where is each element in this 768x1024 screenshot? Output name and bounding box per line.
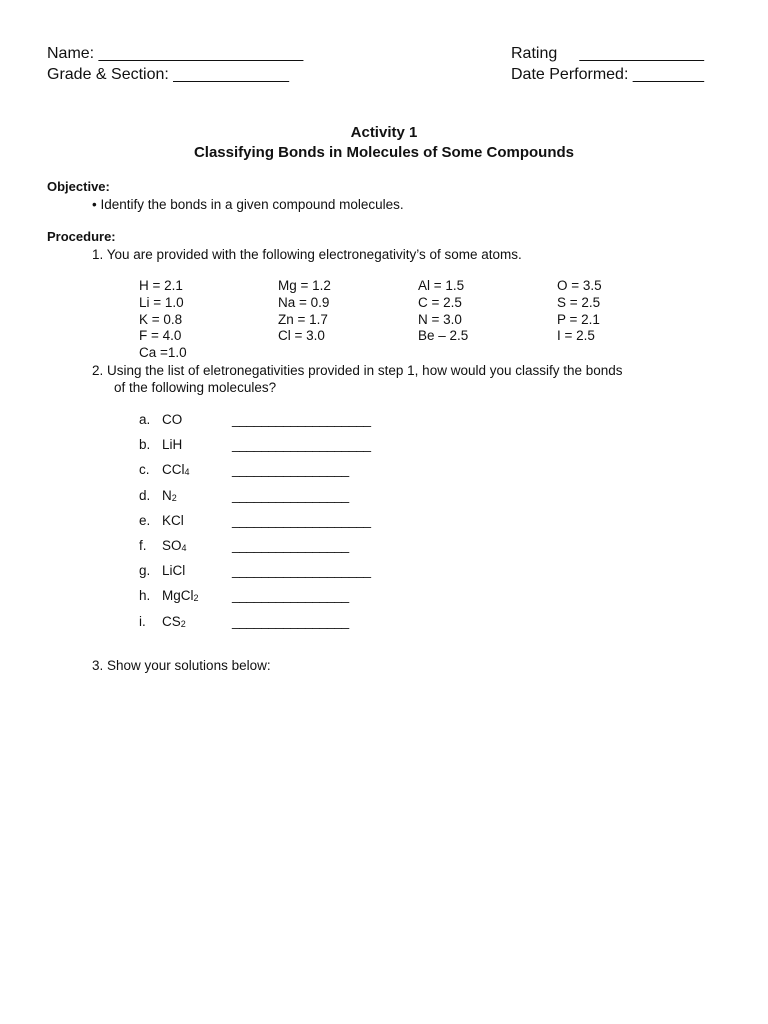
molecule-letter: h.	[139, 588, 151, 604]
molecule-letter: f.	[139, 537, 147, 553]
molecule-item	[139, 411, 439, 436]
procedure-step-3: 3. Show your solutions below:	[92, 658, 271, 673]
answer-blank[interactable]: ________________	[232, 537, 349, 553]
electronegativity-value: Na = 0.9	[278, 294, 330, 310]
answer-blank[interactable]: ___________________	[232, 437, 371, 453]
molecule-item	[139, 487, 439, 512]
formula-base: N	[162, 487, 172, 503]
answer-blank[interactable]: ________________	[232, 462, 349, 478]
molecule-letter: i.	[139, 613, 146, 629]
electronegativity-value: H = 2.1	[139, 278, 183, 293]
formula-subscript: 2	[171, 492, 177, 503]
formula-base: CCl	[162, 462, 185, 478]
formula-base: LiCl	[162, 563, 186, 579]
molecule-formula	[162, 537, 187, 555]
procedure-step-2-line-1: 2. Using the list of eletronegativities provided in step 1, how would you classify the bonds	[92, 363, 623, 378]
electronegativity-value: K = 0.8	[139, 311, 183, 327]
electronegativity-value: Li = 1.0	[139, 294, 184, 310]
electronegativity-value: N = 3.0	[418, 311, 462, 327]
formula-subscript: 4	[184, 467, 190, 478]
formula-base: MgCl	[162, 588, 194, 604]
electronegativity-value: Cl = 3.0	[278, 328, 325, 344]
molecule-formula	[162, 436, 182, 454]
answer-blank[interactable]: ________________	[232, 588, 349, 604]
electronegativity-value: S = 2.5	[557, 294, 601, 310]
molecule-item	[139, 436, 439, 461]
electronegativity-value: Mg = 1.2	[278, 278, 331, 293]
procedure-step-1: 1. You are provided with the following electronegativity’s of some atoms.	[92, 247, 522, 262]
molecule-item	[139, 613, 439, 638]
electronegativity-value: I = 2.5	[557, 328, 595, 344]
electronegativity-value: Ca =1.0	[139, 345, 187, 361]
formula-subscript: 2	[193, 593, 199, 604]
answer-blank[interactable]: ___________________	[232, 512, 371, 528]
molecule-formula	[162, 562, 185, 580]
molecule-letter: c.	[139, 462, 150, 478]
electronegativity-value: C = 2.5	[418, 294, 462, 310]
electronegativity-value: Al = 1.5	[418, 278, 465, 293]
formula-base: LiH	[162, 437, 183, 453]
activity-subtitle: Classifying Bonds in Molecules of Some Compounds	[193, 144, 575, 161]
formula-base: CO	[162, 412, 183, 427]
procedure-heading: Procedure:	[47, 229, 116, 244]
formula-base: SO	[162, 537, 182, 553]
rating-field[interactable]: Rating ______________	[511, 45, 705, 62]
molecule-formula	[162, 487, 177, 505]
electronegativity-value: O = 3.5	[557, 278, 602, 293]
molecule-item	[139, 587, 439, 612]
formula-base: CS	[162, 613, 181, 629]
molecule-formula	[162, 512, 184, 530]
molecule-list	[139, 411, 439, 638]
molecule-letter: a.	[139, 412, 151, 427]
formula-subscript: 4	[181, 542, 187, 553]
objective-heading: Objective:	[47, 179, 110, 194]
procedure-step-2-line-2: of the following molecules?	[114, 380, 277, 395]
formula-base: KCl	[162, 512, 184, 528]
name-field[interactable]: Name: _______________________	[47, 45, 304, 62]
molecule-letter: g.	[139, 563, 151, 579]
molecule-letter: e.	[139, 512, 151, 528]
molecule-item	[139, 562, 439, 587]
molecule-letter: d.	[139, 487, 151, 503]
electronegativity-value: F = 4.0	[139, 328, 182, 344]
answer-blank[interactable]: ________________	[232, 613, 349, 629]
electronegativity-value: Zn = 1.7	[278, 311, 328, 327]
answer-blank[interactable]: ________________	[232, 487, 349, 503]
answer-blank[interactable]: ___________________	[232, 563, 371, 579]
molecule-formula	[162, 411, 182, 429]
electronegativity-table	[139, 278, 639, 364]
grade-section-field[interactable]: Grade & Section: _____________	[47, 66, 289, 83]
molecule-item	[139, 512, 439, 537]
molecule-formula	[162, 587, 199, 605]
answer-blank[interactable]: ___________________	[232, 412, 371, 427]
electronegativity-value: P = 2.1	[557, 311, 600, 327]
activity-title: Activity 1	[350, 124, 418, 141]
molecule-formula	[162, 461, 190, 479]
electronegativity-value: Be – 2.5	[418, 328, 469, 344]
molecule-item	[139, 461, 439, 486]
objective-item: • Identify the bonds in a given compound molecules.	[92, 197, 404, 212]
formula-subscript: 2	[180, 618, 186, 629]
molecule-formula	[162, 613, 186, 631]
date-performed-field[interactable]: Date Performed: ________	[511, 66, 705, 83]
molecule-item	[139, 537, 439, 562]
molecule-letter: b.	[139, 437, 151, 453]
